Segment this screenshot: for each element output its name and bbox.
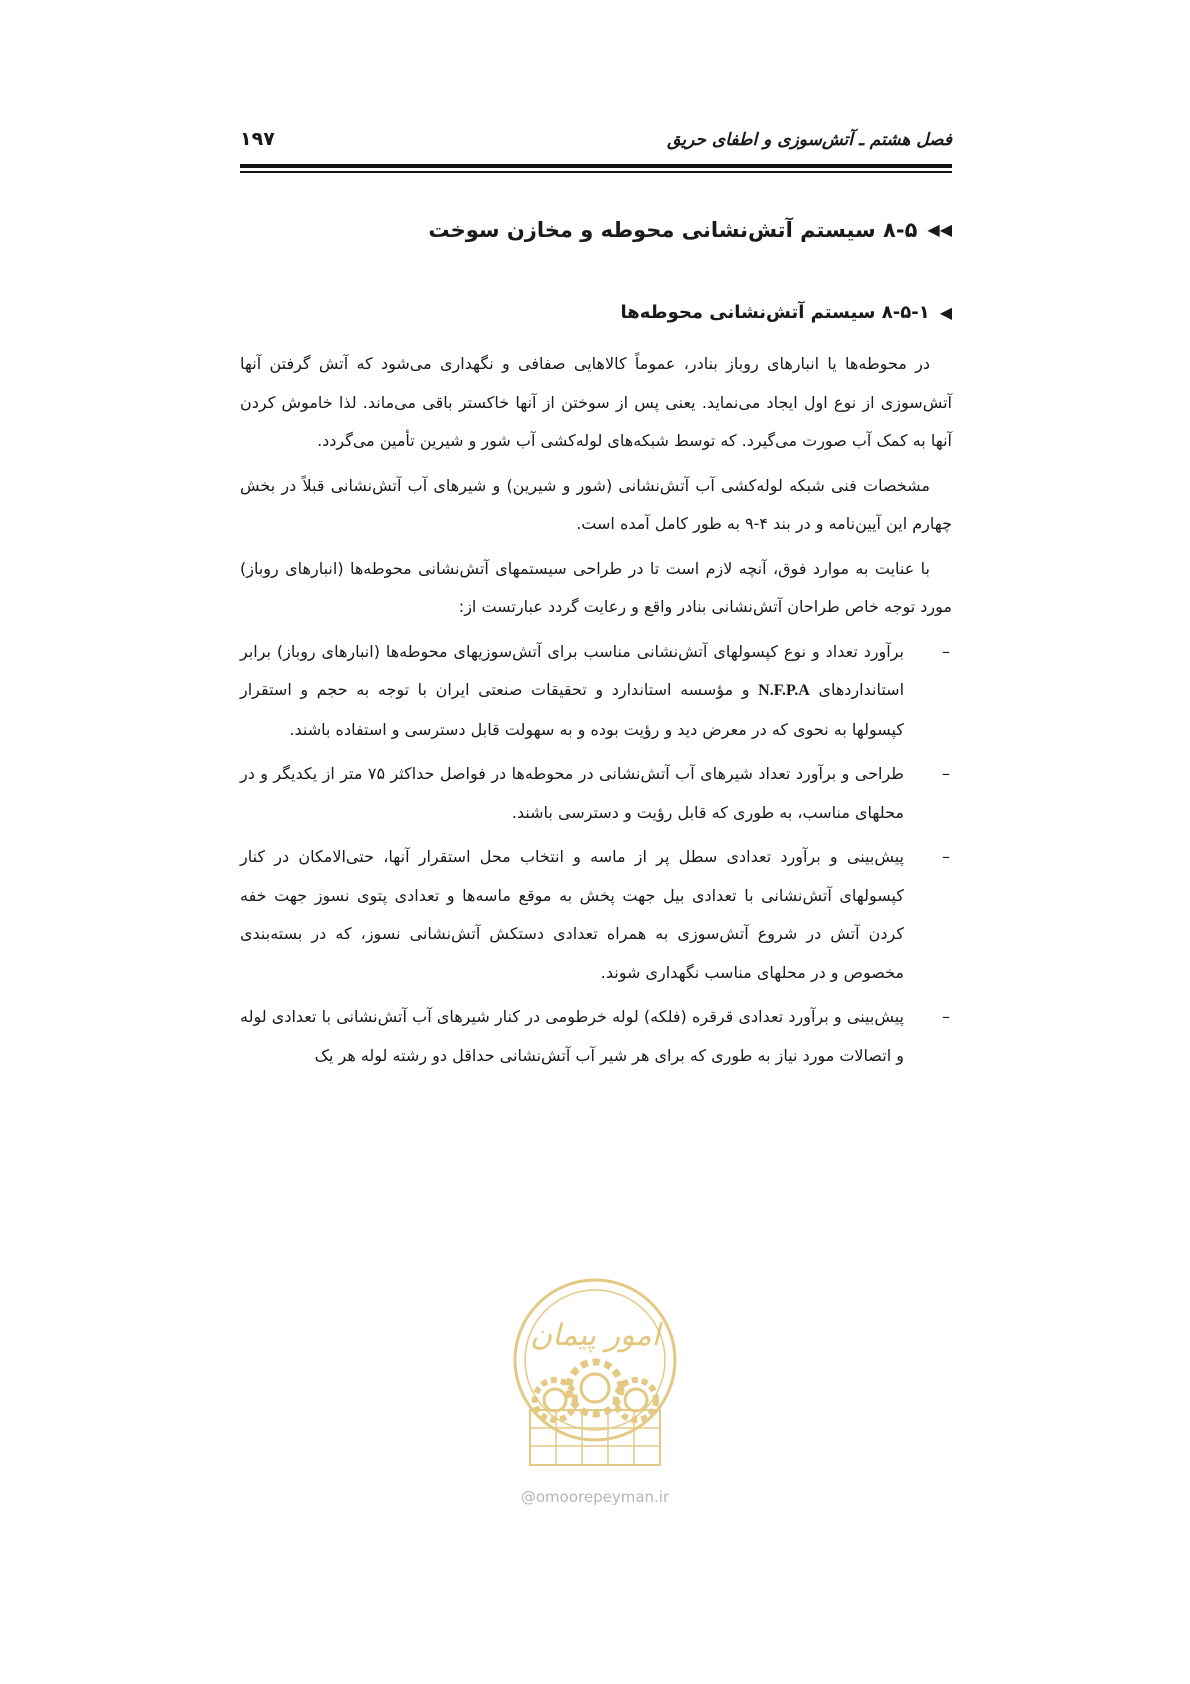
gear-logo-icon <box>490 1270 700 1480</box>
watermark-at-icon: @ <box>520 1488 536 1506</box>
section-title: ۸-۵ سیستم آتش‌نشانی محوطه و مخازن سوخت <box>428 218 918 242</box>
standard-name: N.F.P.A <box>758 682 810 699</box>
list-item <box>240 998 952 1075</box>
list-item-text: پیش‌بینی و برآورد تعدادی قرقره (فلکه) لوله خرطومی در کنار شیرهای آب آتش‌نشانی با تعدادی لوله و اتصالات مورد نیاز به طوری که برای هر شیر آب آتش‌نشانی حداقل دو رشته لوله هر یک <box>240 1007 904 1065</box>
dash-bullet-icon: – <box>942 764 950 783</box>
body-text <box>240 345 952 1081</box>
dash-bullet-icon: – <box>942 847 950 866</box>
paragraph: مشخصات فنی شبکه لوله‌کشی آب آتش‌نشانی (شور و شیرین) و شیرهای آب آتش‌نشانی قبلاً در بخش چهارم این آیین‌نامه و در بند ۴-۹ به طور کامل آمده است. <box>240 475 952 533</box>
list-item-text: برآورد تعداد و نوع کپسولهای آتش‌نشانی مناسب برای آتش‌سوزیهای محوطه‌ها (انبارهای روباز) برابر استانداردهای <box>240 641 905 699</box>
arrow-marker-icon: ◀ <box>939 302 952 322</box>
paragraph: با عنایت به موارد فوق، آنچه لازم است تا در طراحی سیستمهای آتش‌نشانی محوطه‌ها (انبارهای روباز) مورد توجه خاص طراحان آتش‌نشانی بنادر واقع و رعایت گردد عبارتست از: <box>240 558 952 616</box>
dash-bullet-icon: – <box>942 641 950 661</box>
page-number: ۱۹۷ <box>240 128 275 150</box>
list-item-text: طراحی و برآورد تعداد شیرهای آب آتش‌نشانی در محوطه‌ها در فواصل حداکثر ۷۵ متر از یکدیگر و در محلهای مناسب، به طوری که قابل رؤیت و دسترسی باشند. <box>240 764 905 822</box>
header-rule-thick <box>240 164 952 168</box>
watermark-site: @omoorepeyman.ir <box>520 1488 670 1506</box>
running-header <box>240 128 952 150</box>
list-item-text: پیش‌بینی و برآورد تعدادی سطل پر از ماسه و انتخاب محل استقرار آنها، حتی‌الامکان در کنار کپسولهای آتش‌نشانی با تعدادی بیل جهت پخش به موقع ماسه‌ها و تعدادی پتوی نسوز جهت خفه کردن آتش در شروع آتش‌سوزی به همراه تعدادی دستکش آتش‌نشانی نسوز، که در بسته‌بندی مخصوص و در محلهای مناسب نگهداری شوند. <box>240 847 904 982</box>
double-arrow-marker-icon: ◀◀ <box>927 220 952 239</box>
subsection-title: ۸-۵-۱ سیستم آتش‌نشانی محوطه‌ها <box>620 302 930 323</box>
section-heading <box>428 218 952 242</box>
chapter-title: فصل هشتم ـ آتش‌سوزی و اطفای حریق <box>667 130 952 150</box>
dash-bullet-icon: – <box>942 1007 950 1026</box>
list-item <box>240 755 952 832</box>
requirements-list <box>240 633 952 1076</box>
list-item-text-cont: و مؤسسه استاندارد و تحقیقات صنعتی ایران با توجه به حجم و استقرار کپسولها به نحوی که در معرض دید و رؤیت بوده و به سهولت قابل دسترسی و استفاده باشند. <box>240 680 904 739</box>
watermark-logo-text: امور پیمان <box>530 1318 660 1353</box>
list-item <box>240 838 952 992</box>
header-rule-thin <box>240 171 952 173</box>
subsection-heading <box>620 302 952 323</box>
list-item <box>240 633 952 750</box>
watermark-logo <box>490 1270 700 1480</box>
paragraph: در محوطه‌ها یا انبارهای روباز بنادر، عموماً کالاهایی صفافی و نگهداری می‌شود که آتش گرفتن آنها آتش‌سوزی از نوع اول ایجاد می‌نماید. یعنی پس از سوختن از آنها خاکستر باقی می‌ماند. لذا خاموش کردن آنها به کمک آب صورت می‌گیرد. که توسط شبکه‌های لوله‌کشی آب شور و شیرین تأمین می‌گردد. <box>240 354 952 450</box>
